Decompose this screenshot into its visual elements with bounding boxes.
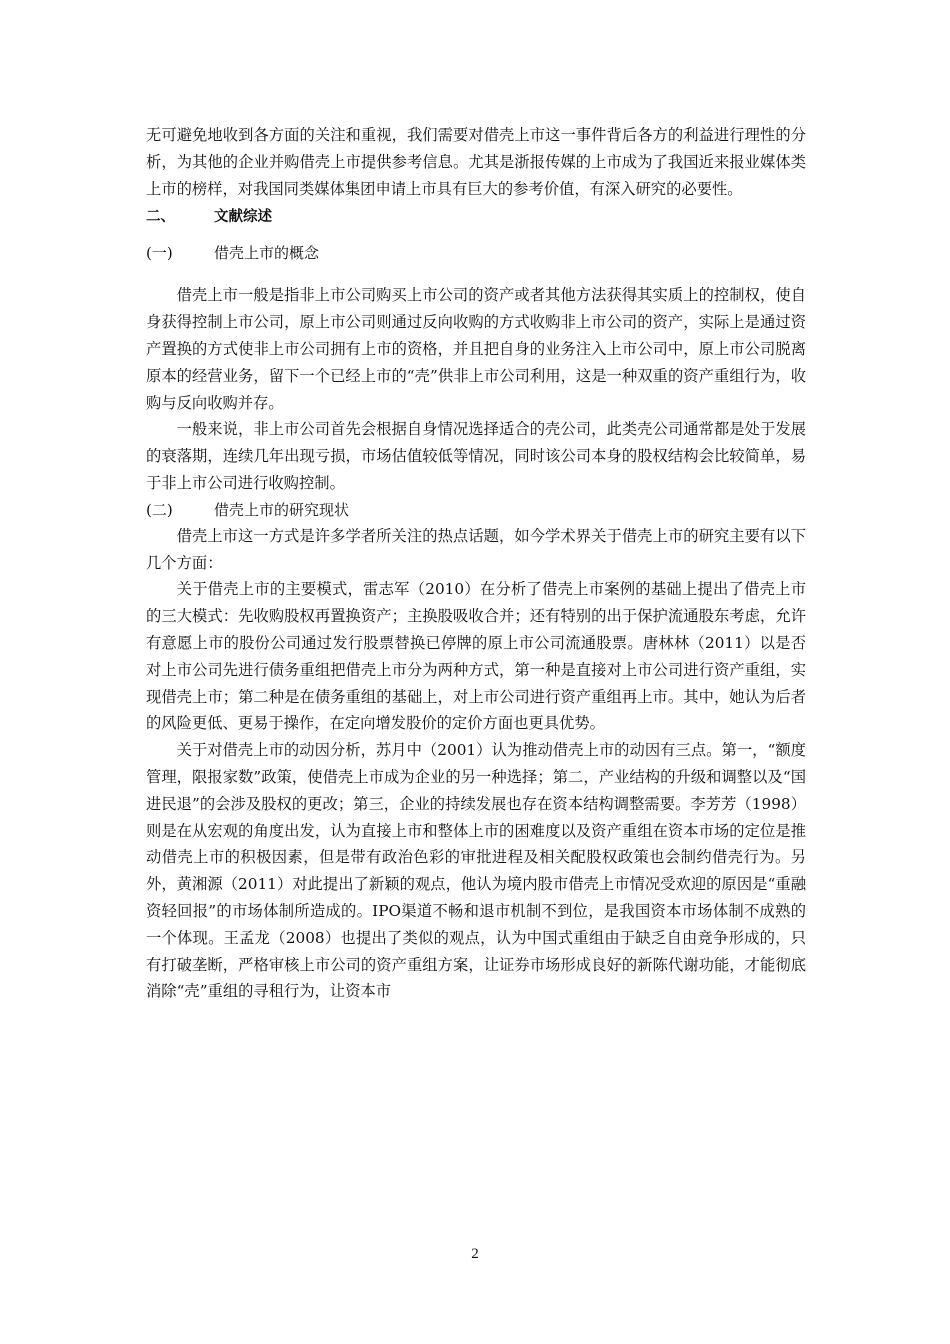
paragraph-definition: 借壳上市一般是指非上市公司购买上市公司的资产或者其他方法获得其实质上的控制权，使自身获得控制上市公司，原上市公司则通过反向收购的方式收购非上市公司的资产，实际上是通过资产置换的方式使非上市公司拥有上市的资格，并且把自身的业务注入上市公司中，原上市公司脱离原本的经营业务，留下一个已经上市的“壳”供非上市公司利用，这是一种双重的资产重组行为，收购与反向收购并存。 (146, 286, 806, 412)
subsection-heading-research-status (146, 497, 806, 523)
page-number: 2 (471, 1246, 479, 1262)
paragraph-modes: 关于借壳上市的主要模式，雷志军（2010）在分析了借壳上市案例的基础上提出了借壳上市的三大模式：先收购股权再置换资产；主换股吸收合并；还有特别的出于保护流通股东考虑，允许有意愿上市的股份公司通过发行股票替换已停牌的原上市公司流通股票。唐林林（2011）以是否对上市公司先进行债务重组把借壳上市分为两种方式，第一种是直接对上市公司进行资产重组，实现借壳上市；第二种是在债务重组的基础上，对上市公司进行资产重组再上市。其中，她认为后者的风险更低、更易于操作，在定向增发股价的定价方面也更具优势。 (146, 580, 806, 733)
paragraph-shell-selection: 一般来说，非上市公司首先会根据自身情况选择适合的壳公司，此类壳公司通常都是处于发展的衰落期，连续几年出现亏损，市场估值较低等情况，同时该公司本身的股权结构会比较简单，易于非上市公司进行收购控制。 (146, 420, 806, 492)
subsection-heading-concept (146, 240, 806, 266)
subsection-number: (一) (146, 244, 173, 263)
subsection-number: (二) (146, 500, 173, 519)
document-body (146, 122, 806, 1005)
paragraph-research-overview: 借壳上市这一方式是许多学者所关注的热点话题，如今学术界关于借壳上市的研究主要有以下几个方面： (146, 526, 806, 572)
subsection-title: 借壳上市的研究现状 (214, 500, 350, 519)
section-heading-literature-review (146, 204, 806, 230)
paragraph-intro-continued: 无可避免地收到各方面的关注和重视，我们需要对借壳上市这一事件背后各方的利益进行理性的分析，为其他的企业并购借壳上市提供参考信息。尤其是浙报传媒的上市成为了我国近来报业媒体类上市的榜样，对我国同类媒体集团申请上市具有巨大的参考价值，有深入研究的必要性。 (146, 126, 806, 198)
paragraph-motives: 关于对借壳上市的动因分析，苏月中（2001）认为推动借壳上市的动因有三点。第一，“额度管理，限报家数”政策，使借壳上市成为企业的另一种选择；第二，产业结构的升级和调整以及“国进民退”的会涉及股权的更改；第三，企业的持续发展也存在资本结构调整需要。李芳芳（1998）则是在从宏观的角度出发，认为直接上市和整体上市的困难度以及资产重组在资本市场的定位是推动借壳上市的积极因素，但是带有政治色彩的审批进程及相关配股权政策也会制约借壳行为。另外，黄湘源（2011）对此提出了新颖的观点，他认为境内股市借壳上市情况受欢迎的原因是“重融资轻回报”的市场体制所造成的。IPO渠道不畅和退市机制不到位，是我国资本市场体制不成熟的一个体现。王孟龙（2008）也提出了类似的观点，认为中国式重组由于缺乏自由竞争形成的，只有打破垄断，严格审核上市公司的资产重组方案，让证券市场形成良好的新陈代谢功能，才能彻底消除“壳”重组的寻租行为，让资本市 (146, 741, 806, 1001)
subsection-title: 借壳上市的概念 (214, 244, 320, 263)
section-number: 二、 (146, 209, 175, 226)
section-title: 文献综述 (214, 209, 272, 226)
